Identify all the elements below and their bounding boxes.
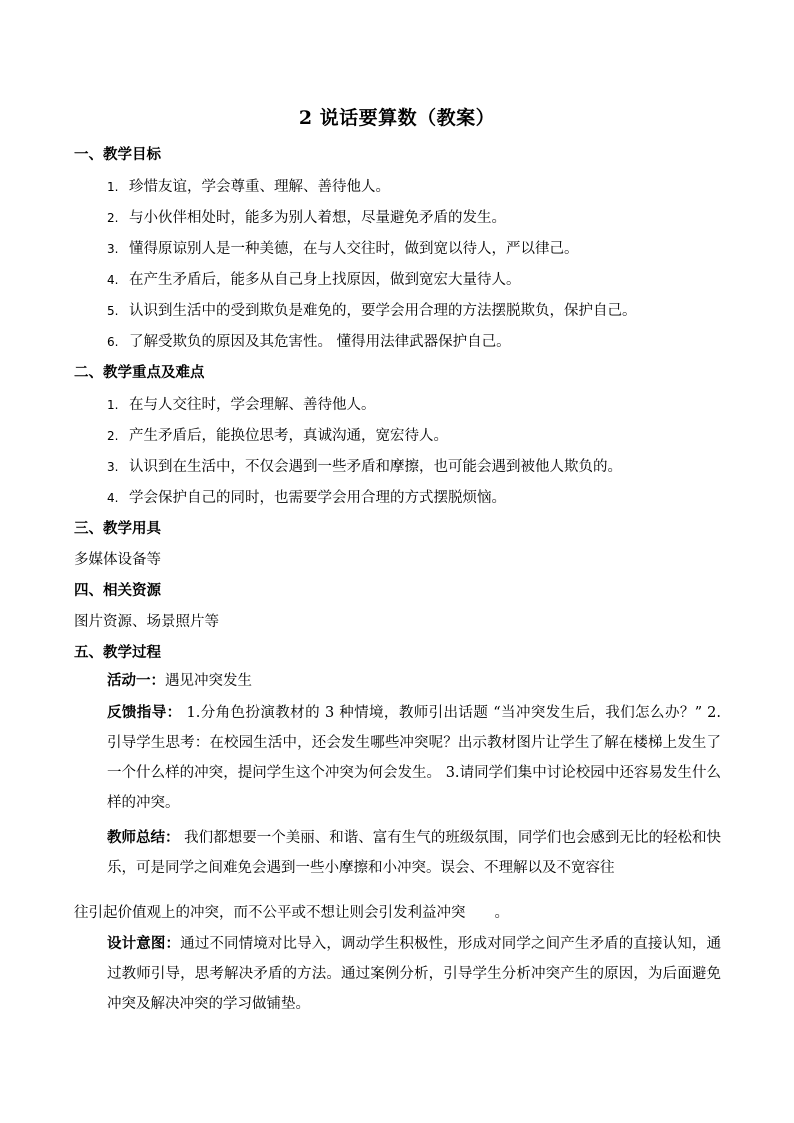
item-number: 3. — [107, 460, 119, 474]
list-item — [107, 175, 390, 196]
item-text: 学会保护自己的同时，也需要学会用合理的方式摆脱烦恼。 — [129, 490, 506, 506]
section-body-resources: 图片资源、场景照片等 — [74, 614, 219, 630]
item-text: 与小伙伴相处时，能多为别人着想，尽量避免矛盾的发生。 — [129, 210, 506, 226]
item-number: 5. — [107, 304, 119, 318]
summary-paragraph — [107, 823, 721, 883]
list-item — [107, 268, 521, 289]
item-text: 认识到在生活中，不仅会遇到一些矛盾和摩擦，也可能会遇到被他人欺负的。 — [129, 459, 622, 475]
list-item — [107, 486, 506, 507]
list-item — [107, 393, 376, 414]
summary-text: 我们都想要一个美丽、和谐、富有生气的班级氛围，同学们也会感到无比的轻松和快乐，可是同学之间难免会遇到一些小摩擦和小冲突。误会、不理解以及不宽容往 — [107, 830, 721, 876]
item-number: 4. — [107, 273, 119, 287]
page-title: 2 说话要算数（教案） — [298, 107, 496, 129]
design-label: 设计意图： — [107, 935, 181, 952]
summary-continuation: 往引起价值观上的冲突，而不公平或不想让则会引发利益冲突 。 — [74, 905, 509, 921]
design-text: 通过不同情境对比导入，调动学生积极性，形成对同学之间产生矛盾的直接认知，通过教师引导，思考解决矛盾的方法。通过案例分析，引导学生分析冲突产生的原因，为后面避免冲突及解决冲突的学习做铺垫。 — [107, 936, 721, 1012]
item-text: 了解受欺负的原因及其危害性。 懂得用法律武器保护自己。 — [129, 334, 511, 350]
section-heading-objectives: 一、教学目标 — [74, 146, 161, 163]
item-number: 2. — [107, 211, 119, 225]
section-heading-process: 五、教学过程 — [74, 644, 161, 661]
section-body-tools: 多媒体设备等 — [74, 552, 161, 568]
item-number: 3. — [107, 242, 119, 256]
feedback-label: 反馈指导： — [107, 704, 182, 721]
item-text: 在产生矛盾后，能多从自己身上找原因，做到宽宏大量待人。 — [129, 272, 521, 288]
item-text: 懂得原谅别人是一种美德，在与人交往时，做到宽以待人，严以律己。 — [129, 241, 579, 257]
list-item — [107, 206, 506, 227]
summary-label: 教师总结： — [107, 829, 180, 846]
section-heading-resources: 四、相关资源 — [74, 582, 161, 599]
section-heading-key-points: 二、教学重点及难点 — [74, 364, 205, 381]
activity-text: 遇见冲突发生 — [165, 673, 252, 689]
item-number: 1. — [107, 180, 119, 194]
list-item — [107, 299, 637, 320]
list-item — [107, 455, 622, 476]
list-item — [107, 424, 448, 445]
item-number: 2. — [107, 429, 119, 443]
section-heading-tools: 三、教学用具 — [74, 520, 161, 537]
item-number: 4. — [107, 491, 119, 505]
list-item — [107, 237, 579, 258]
design-paragraph — [107, 929, 721, 1019]
item-text: 认识到生活中的受到欺负是难免的，要学会用合理的方法摆脱欺负，保护自己。 — [129, 303, 637, 319]
feedback-paragraph — [107, 698, 721, 818]
item-text: 在与人交往时，学会理解、善待他人。 — [129, 397, 376, 413]
item-text: 珍惜友谊，学会尊重、理解、善待他人。 — [129, 179, 390, 195]
item-number: 1. — [107, 398, 119, 412]
activity-label: 活动一： — [107, 672, 165, 689]
item-text: 产生矛盾后，能换位思考，真诚沟通，宽宏待人。 — [129, 428, 448, 444]
feedback-text: 1.分角色扮演教材的 3 种情境，教师引出话题 “当冲突发生后，我们怎么办？” 2. 引导学生思考：在校园生活中，还会发生哪些冲突呢？出示教材图片让学生了解在楼梯上发生了一个什么样的冲突，提问学生这个冲突为何会发生。 3.请同学们集中讨论校园中还容易发生什么样的冲突。 — [107, 705, 722, 811]
item-number: 6. — [107, 335, 119, 349]
activity-line — [107, 666, 721, 696]
list-item — [107, 330, 511, 351]
